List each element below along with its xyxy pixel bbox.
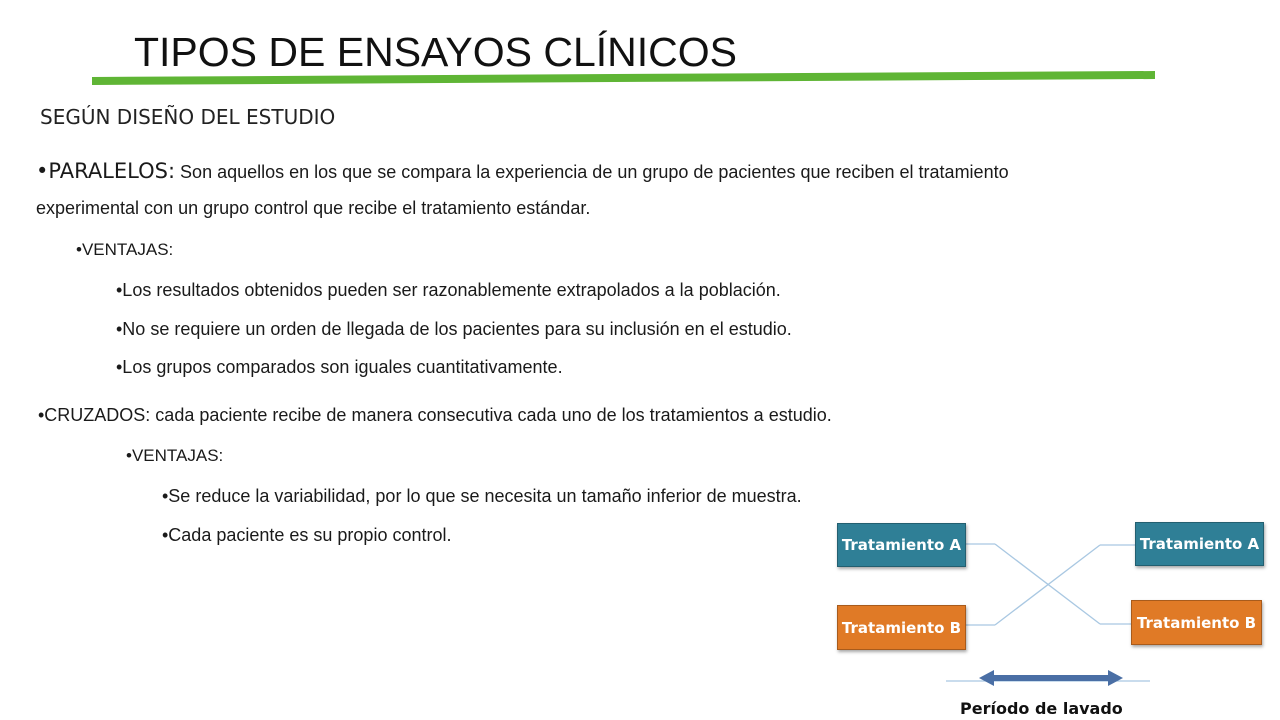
right-treatment-a-box: Tratamiento A bbox=[1135, 522, 1264, 566]
diagram-connectors bbox=[946, 544, 1150, 681]
page-title: TIPOS DE ENSAYOS CLÍNICOS bbox=[134, 29, 737, 75]
cruzados-ventaja-2: •Cada paciente es su propio control. bbox=[162, 525, 452, 545]
paralelos-bullet: • bbox=[36, 159, 49, 183]
cruzados-ventaja-1: •Se reduce la variabilidad, por lo que se necesita un tamaño inferior de muestra. bbox=[162, 486, 802, 506]
paralelos-ventaja-1: •Los resultados obtenidos pueden ser razonablemente extrapolados a la población. bbox=[116, 280, 781, 300]
right-treatment-b-box: Tratamiento B bbox=[1131, 600, 1262, 645]
paralelos-line-2: experimental con un grupo control que recibe el tratamiento estándar. bbox=[36, 198, 591, 218]
paralelos-ventajas-label: •VENTAJAS: bbox=[76, 240, 174, 259]
paralelos-ventaja-3: •Los grupos comparados son iguales cuantitativamente. bbox=[116, 357, 563, 377]
cruzados-ventajas-label: •VENTAJAS: bbox=[126, 446, 224, 465]
washout-arrow bbox=[979, 670, 1123, 686]
left-treatment-b-box: Tratamiento B bbox=[837, 605, 966, 650]
paralelos-text-1: Son aquellos en los que se compara la experiencia de un grupo de pacientes que reciben el tratamiento bbox=[175, 162, 1009, 182]
washout-period-label: Período de lavado bbox=[960, 699, 1123, 718]
left-treatment-a-box: Tratamiento A bbox=[837, 523, 966, 567]
cruzados-line: •CRUZADOS: cada paciente recibe de manera consecutiva cada uno de los tratamientos a estudio. bbox=[38, 405, 832, 425]
paralelos-label: PARALELOS: bbox=[48, 159, 176, 183]
paralelos-ventaja-2: •No se requiere un orden de llegada de los pacientes para su inclusión en el estudio. bbox=[116, 319, 792, 339]
section-subtitle: SEGÚN DISEÑO DEL ESTUDIO bbox=[40, 105, 336, 129]
